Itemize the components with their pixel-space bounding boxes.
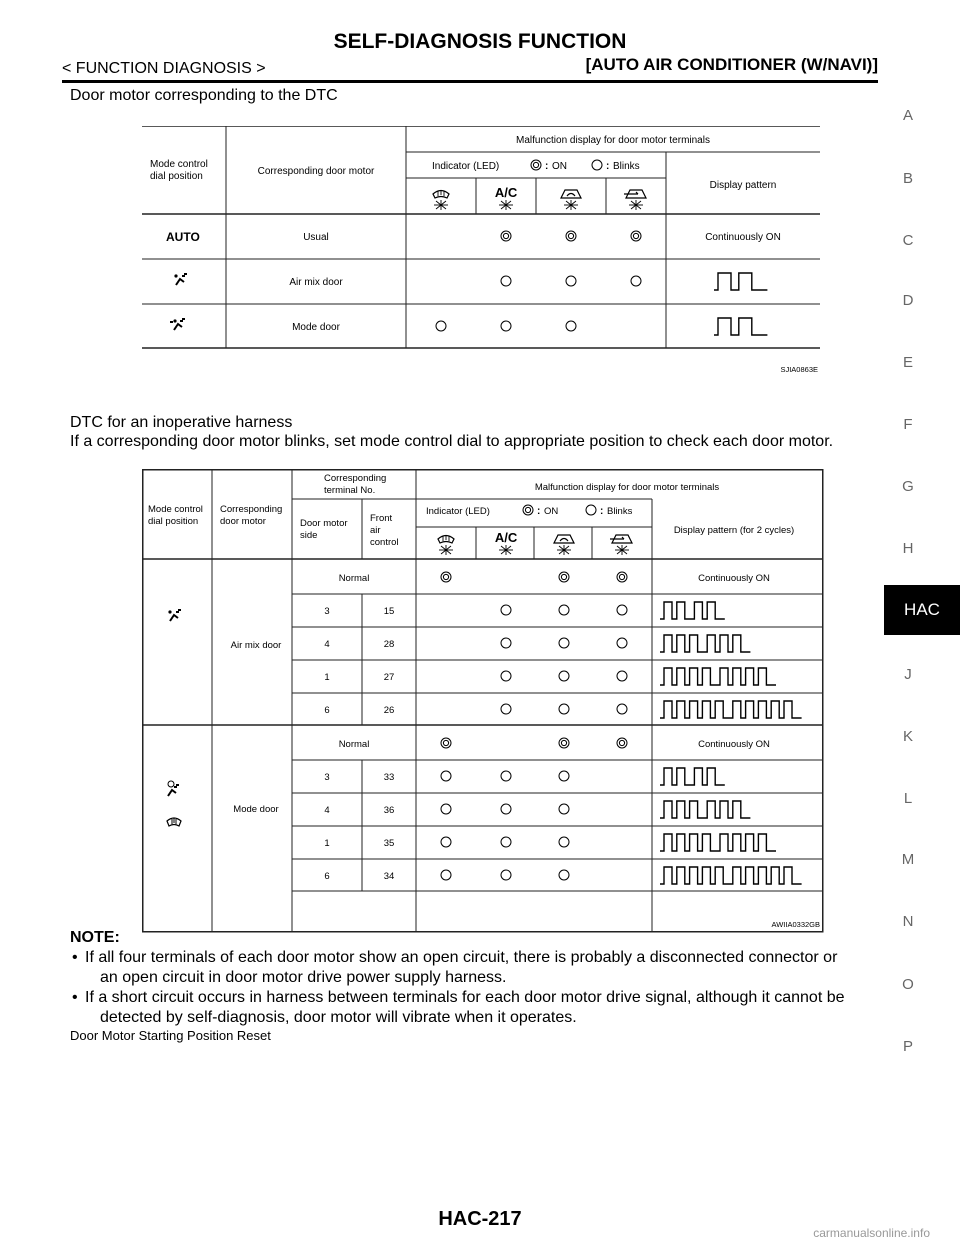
t1-figure-id: SJIA0863E <box>780 365 818 374</box>
fresh-indicator-icon <box>624 190 646 210</box>
t2-motor-terminal: 3 <box>324 606 330 617</box>
page-number: HAC-217 <box>438 1208 522 1230</box>
t2-front-terminal: 35 <box>383 838 395 849</box>
note-item-1: • If all four terminals of each door motor show an open circuit, there is probably a disconnected connector or an open circuit in door motor drive power supply harness. <box>70 948 882 988</box>
note-item-2: • If a short circuit occurs in harness between terminals for each door motor drive signal, although it cannot be detected by self-diagnosis, door motor will vibrate when it operates. <box>70 988 882 1028</box>
t1-col-door: Corresponding door motor <box>257 166 375 177</box>
recirc-indicator-icon <box>554 535 574 555</box>
t1-col-mode-l2: dial position <box>150 171 203 182</box>
t2-group-mode: Mode door <box>233 804 279 815</box>
on-mark-icon <box>566 231 576 241</box>
t2-front-terminal: 36 <box>383 805 395 816</box>
on-mark-icon <box>617 572 627 582</box>
svg-text::: : <box>606 161 610 172</box>
side-tab-e[interactable]: E <box>902 354 913 371</box>
blink-mark-icon <box>501 771 511 781</box>
note-label: NOTE: <box>70 929 120 946</box>
t1-blink-label: Blinks <box>613 161 640 172</box>
defrost-mode-icon <box>167 818 181 826</box>
t1-col-mode-l1: Mode control <box>150 159 208 170</box>
side-tab-l[interactable]: L <box>903 790 913 807</box>
blink-mark-icon <box>441 771 451 781</box>
t2-front-terminal: 27 <box>383 672 395 683</box>
blink-symbol-icon <box>586 505 596 515</box>
display-pattern-waveform <box>660 801 750 818</box>
watermark: carmanualsonline.info <box>813 1226 930 1240</box>
side-tab-b[interactable]: B <box>902 170 913 187</box>
svg-text:A/C: A/C <box>494 185 518 200</box>
on-mark-icon <box>617 738 627 748</box>
side-tab-m[interactable]: M <box>901 851 915 868</box>
t2-col-motor-l1: Door motor <box>300 518 348 529</box>
blink-mark-icon <box>559 837 569 847</box>
defrost-indicator-icon <box>438 535 454 555</box>
on-symbol-icon <box>523 505 533 515</box>
blink-mark-icon <box>441 870 451 880</box>
t2-col-motor-l2: side <box>300 530 318 541</box>
t2-front-terminal: 34 <box>383 871 395 882</box>
side-tab-hac[interactable]: HAC <box>884 585 960 635</box>
defrost-indicator-icon <box>433 190 449 210</box>
blink-mark-icon <box>617 671 627 681</box>
blink-mark-icon <box>501 276 511 286</box>
vent-mode-icon <box>174 274 187 285</box>
t2-col-malfunction: Malfunction display for door motor terminals <box>534 482 720 493</box>
t2-normal-row-label: Normal <box>338 573 370 584</box>
t2-col-door-l1: Corresponding <box>220 504 283 515</box>
t1-row-usual-pattern: Continuously ON <box>705 232 781 243</box>
t2-col-pattern: Display pattern (for 2 cycles) <box>673 525 795 536</box>
blink-mark-icon <box>566 276 576 286</box>
svg-text::: : <box>537 506 541 517</box>
t2-col-front-l3: control <box>370 537 399 548</box>
side-tab-j[interactable]: J <box>904 666 912 683</box>
display-pattern-waveform <box>660 867 802 884</box>
recirc-indicator-icon <box>561 190 581 210</box>
side-tab-a[interactable]: A <box>902 107 913 124</box>
t1-indicator: Indicator (LED) <box>432 161 500 172</box>
t2-normal-row-label: Normal <box>338 739 370 750</box>
note1-line1: If all four terminals of each door motor show an open circuit, there is probably a disconnected connector or <box>85 949 838 966</box>
foot-mode-icon <box>168 781 179 796</box>
blink-mark-icon <box>559 605 569 615</box>
t2-motor-terminal: 6 <box>324 871 330 882</box>
t2-on-label: ON <box>544 506 559 517</box>
t1-row-mode: Mode door <box>292 322 340 333</box>
ac-indicator-icon <box>495 530 518 555</box>
blink-mark-icon <box>617 638 627 648</box>
t2-front-terminal: 15 <box>383 606 395 617</box>
display-pattern-waveform <box>660 768 725 785</box>
t2-motor-terminal: 3 <box>324 772 330 783</box>
t1-row-airmix: Air mix door <box>289 277 343 288</box>
t2-blink-label: Blinks <box>607 506 633 517</box>
t1-on-label: ON <box>552 161 567 172</box>
blink-mark-icon <box>559 870 569 880</box>
svg-text::: : <box>600 506 604 517</box>
side-tab-p[interactable]: P <box>902 1038 913 1055</box>
on-mark-icon <box>631 231 641 241</box>
side-tab-h[interactable]: H <box>902 540 914 557</box>
side-tab-d[interactable]: D <box>902 292 914 309</box>
blink-mark-icon <box>501 638 511 648</box>
svg-text::: : <box>545 161 549 172</box>
on-mark-icon <box>441 738 451 748</box>
blink-mark-icon <box>617 704 627 714</box>
blink-mark-icon <box>559 671 569 681</box>
side-tab-n[interactable]: N <box>902 913 914 930</box>
header-rule <box>62 80 878 83</box>
display-pattern-waveform <box>660 635 750 652</box>
t2-col-terminal-l1: Corresponding <box>324 473 387 484</box>
blink-mark-icon <box>501 671 511 681</box>
side-tab-k[interactable]: K <box>902 728 913 745</box>
dtc-heading: DTC for an inoperative harness <box>70 414 293 431</box>
svg-text:A/C: A/C <box>494 530 518 545</box>
t1-col-pattern: Display pattern <box>709 180 777 191</box>
section-subheading: Door Motor Starting Position Reset <box>70 1028 271 1043</box>
table2-figure <box>142 469 824 933</box>
table1-figure <box>142 126 822 376</box>
t2-col-door-l2: door motor <box>220 516 266 527</box>
t1-row-auto-dial: AUTO <box>166 230 200 244</box>
display-pattern-waveform <box>660 834 776 851</box>
blink-mark-icon <box>441 804 451 814</box>
on-mark-icon <box>559 738 569 748</box>
on-mark-icon <box>559 572 569 582</box>
t2-indicator: Indicator (LED) <box>426 506 490 517</box>
t2-col-mode-l1: Mode control <box>148 504 203 515</box>
fresh-indicator-icon <box>610 535 632 555</box>
note2-line2: detected by self-diagnosis, door motor will vibrate when it operates. <box>100 1009 577 1026</box>
t2-normal-pattern: Continuously ON <box>698 573 770 584</box>
blink-mark-icon <box>631 276 641 286</box>
blink-mark-icon <box>501 321 511 331</box>
display-pattern-waveform <box>714 273 767 290</box>
t2-motor-terminal: 1 <box>324 672 330 683</box>
display-pattern-waveform <box>660 602 725 619</box>
display-pattern-waveform <box>660 668 776 685</box>
section-label: < FUNCTION DIAGNOSIS > <box>62 60 266 77</box>
side-tab-g[interactable]: G <box>902 478 914 495</box>
note1-line2: an open circuit in door motor drive power supply harness. <box>100 969 507 986</box>
blink-mark-icon <box>436 321 446 331</box>
blink-mark-icon <box>559 771 569 781</box>
t2-front-terminal: 26 <box>383 705 395 716</box>
blink-symbol-icon <box>592 160 602 170</box>
on-symbol-icon <box>531 160 541 170</box>
blink-mark-icon <box>501 704 511 714</box>
side-tab-c[interactable]: C <box>902 232 914 249</box>
blink-mark-icon <box>501 605 511 615</box>
on-mark-icon <box>441 572 451 582</box>
t2-col-front-l1: Front <box>370 513 393 524</box>
side-tab-f[interactable]: F <box>903 416 913 433</box>
blink-mark-icon <box>617 605 627 615</box>
intro-text: Door motor corresponding to the DTC <box>70 87 338 104</box>
t2-motor-terminal: 4 <box>324 805 330 816</box>
t2-figure-id: AWIIA0332GB <box>771 920 820 929</box>
blink-mark-icon <box>501 837 511 847</box>
blink-mark-icon <box>566 321 576 331</box>
vent-mode-icon <box>168 610 181 621</box>
t2-group-airmix: Air mix door <box>230 640 282 651</box>
t2-col-terminal-l2: terminal No. <box>324 485 376 496</box>
note2-line1: If a short circuit occurs in harness between terminals for each door motor drive signal, although it cannot be <box>85 989 845 1006</box>
t1-row-usual: Usual <box>303 232 329 243</box>
t2-motor-terminal: 1 <box>324 838 330 849</box>
t2-front-terminal: 33 <box>383 772 395 783</box>
dtc-instruction: If a corresponding door motor blinks, set mode control dial to appropriate position to check each door motor. <box>70 433 834 450</box>
t1-col-malfunction: Malfunction display for door motor terminals <box>516 135 710 146</box>
side-tab-o[interactable]: O <box>902 976 914 993</box>
page-title: SELF-DIAGNOSIS FUNCTION <box>333 30 627 53</box>
blink-mark-icon <box>559 804 569 814</box>
t2-motor-terminal: 6 <box>324 705 330 716</box>
blink-mark-icon <box>501 804 511 814</box>
system-label: [AUTO AIR CONDITIONER (W/NAVI)] <box>585 55 878 74</box>
blink-mark-icon <box>559 704 569 714</box>
ac-indicator-icon <box>495 185 518 210</box>
blink-mark-icon <box>441 837 451 847</box>
bilevel-mode-icon <box>170 319 185 330</box>
blink-mark-icon <box>501 870 511 880</box>
t2-col-front-l2: air <box>370 525 381 536</box>
display-pattern-waveform <box>714 318 767 335</box>
t2-col-mode-l2: dial position <box>148 516 199 527</box>
t2-normal-pattern: Continuously ON <box>698 739 770 750</box>
on-mark-icon <box>501 231 511 241</box>
display-pattern-waveform <box>660 701 802 718</box>
blink-mark-icon <box>559 638 569 648</box>
t2-motor-terminal: 4 <box>324 639 330 650</box>
t2-front-terminal: 28 <box>383 639 395 650</box>
